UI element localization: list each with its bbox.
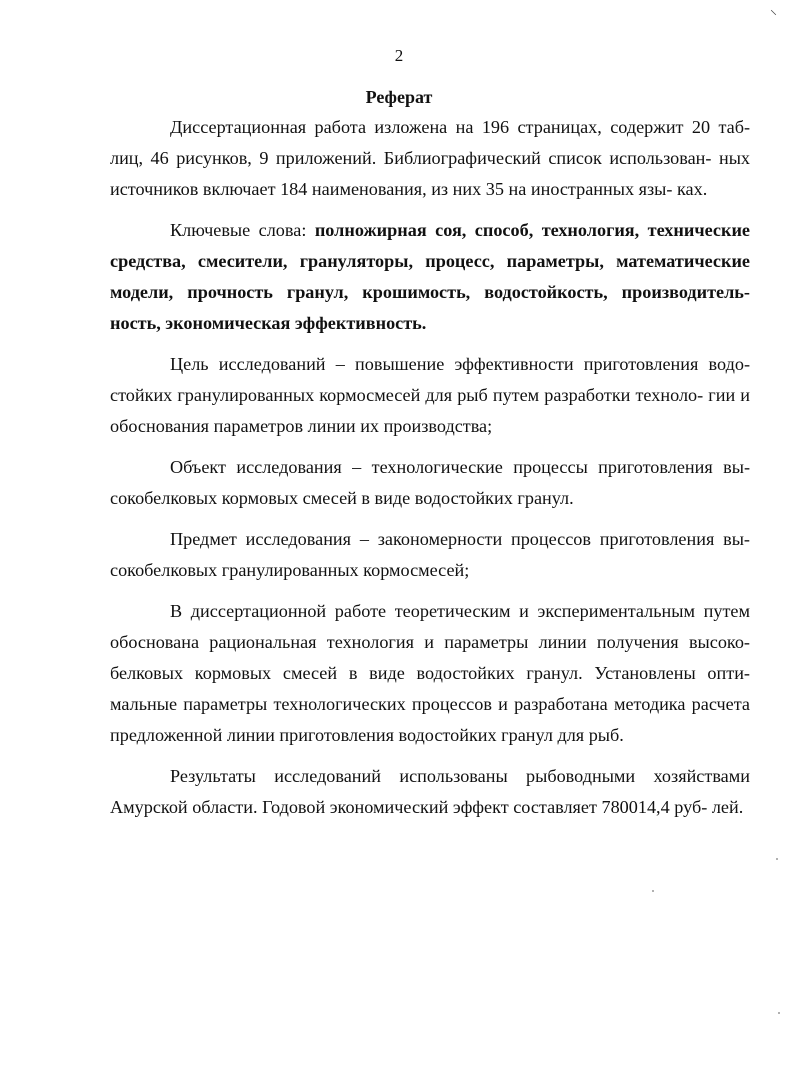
paragraph-line: Цель исследований – повышение эффективности приготовления водо- [170,354,750,374]
paragraph-line: сокобелковых кормовых смесей в виде водостойких гранул. [110,488,574,508]
paragraph-line: расчета предложенной линии приготовления водостойких гранул для рыб. [110,694,750,745]
paragraph-subject [110,524,750,586]
keywords-line: модели, прочность гранул, крошимость, водостойкость, производитель- [110,282,750,302]
body-text [110,112,750,823]
scan-corner-mark: ⸜ [770,3,777,18]
paragraph-line: сокобелковых гранулированных кормосмесей; [110,560,470,580]
paragraph-results [110,761,750,823]
keywords-line: средства, смесители, грануляторы, процесс, параметры, математические [110,251,750,271]
paragraph-findings [110,596,750,751]
page-heading: Реферат [365,87,433,107]
paragraph-line: В диссертационной работе теоретическим и экспериментальным путем [170,601,750,621]
paragraph-line: мальные параметры технологических процессов и разработана методика [110,694,686,714]
scan-speck [778,1012,780,1014]
paragraph-line: белковых кормовых смесей в виде водостойких гранул. Установлены опти- [110,663,750,683]
scan-speck [776,858,778,860]
paragraph-line: Объект исследования – технологические процессы приготовления вы- [170,457,750,477]
paragraph-line: стойких гранулированных кормосмесей для рыб путем разработки техноло- [110,385,704,405]
paragraph-object [110,452,750,514]
paragraph-line: ных источников включает 184 наименования, из них 35 на иностранных язы- [110,148,751,199]
paragraph-line: обоснована рациональная технология и параметры линии получения высоко- [110,632,750,652]
keywords-lead: Ключевые слова: [170,220,315,240]
paragraph-line: Диссертационная работа изложена на 196 страницах, содержит 20 таб- [170,117,750,137]
scan-speck [652,890,654,892]
paragraph-line: Предмет исследования – закономерности процессов приготовления вы- [170,529,750,549]
paragraph-volume [110,112,750,205]
paragraph-line: лей. [711,797,744,817]
paragraph-line: ках. [676,179,708,199]
paragraph-line: Амурской области. Годовой экономический эффект составляет 780014,4 руб- [110,797,708,817]
keywords-line: ность, экономическая эффективность. [110,313,427,333]
paragraph-line: Результаты исследований использованы рыбоводными хозяйствами [170,766,750,786]
page-number: 2 [394,46,404,65]
keywords-line: полножирная соя, способ, технология, технические [314,220,750,240]
paragraph-goal [110,349,750,442]
paragraph-line: гии и обоснования параметров линии их производства; [110,385,750,436]
paragraph-line: лиц, 46 рисунков, 9 приложений. Библиографический список использован- [110,148,712,168]
paragraph-keywords [110,215,750,339]
